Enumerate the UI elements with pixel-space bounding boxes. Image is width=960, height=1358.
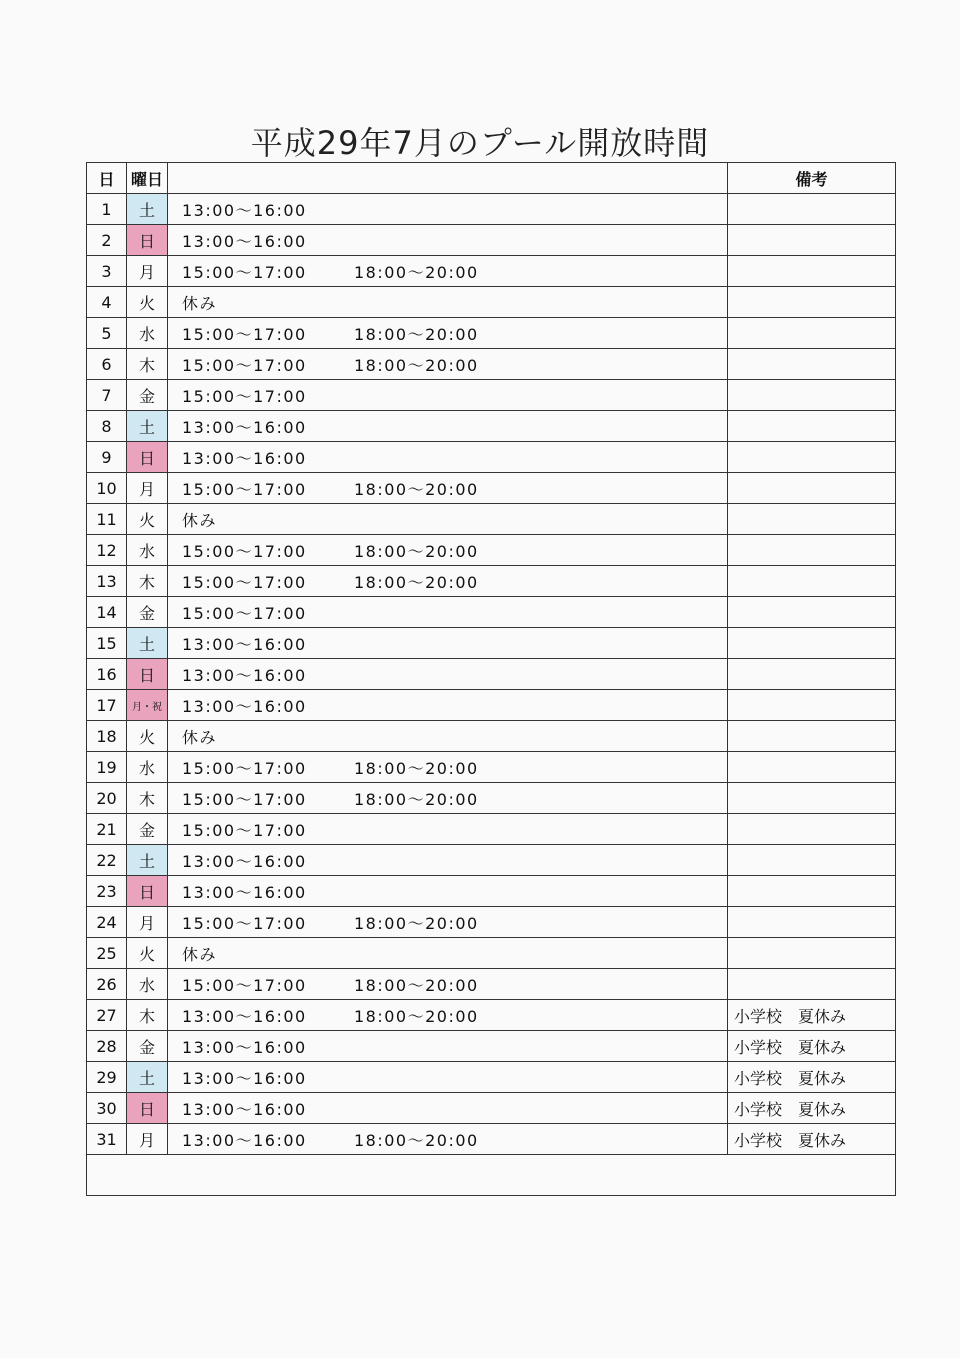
- weekday-cell: 水: [127, 969, 168, 1000]
- times-cell: [168, 721, 728, 752]
- table-row: [87, 566, 896, 597]
- day-cell: 6: [87, 349, 127, 380]
- weekday-cell: 月: [127, 907, 168, 938]
- time-slot-1: 休み: [182, 727, 218, 747]
- table-row: [87, 659, 896, 690]
- times-cell: [168, 473, 728, 504]
- table-row: [87, 628, 896, 659]
- note-cell: [728, 473, 896, 504]
- weekday-cell: 土: [127, 628, 168, 659]
- note-cell: 小学校 夏休み: [728, 1031, 896, 1062]
- table-row: [87, 783, 896, 814]
- table-row: [87, 380, 896, 411]
- times-cell: [168, 194, 728, 225]
- table-row: [87, 752, 896, 783]
- note-cell: [728, 721, 896, 752]
- note-cell: [728, 938, 896, 969]
- times-cell: [168, 535, 728, 566]
- times-cell: [168, 225, 728, 256]
- weekday-cell: 土: [127, 194, 168, 225]
- table-row: [87, 938, 896, 969]
- day-cell: 24: [87, 907, 127, 938]
- table-row: [87, 876, 896, 907]
- time-slot-1: 13:00〜16:00: [182, 1130, 307, 1150]
- table-row: [87, 287, 896, 318]
- day-cell: 11: [87, 504, 127, 535]
- times-cell: [168, 690, 728, 721]
- weekday-cell: 日: [127, 442, 168, 473]
- day-cell: 9: [87, 442, 127, 473]
- times-cell: [168, 628, 728, 659]
- table-row: [87, 473, 896, 504]
- table-row: [87, 814, 896, 845]
- day-cell: 22: [87, 845, 127, 876]
- note-cell: [728, 349, 896, 380]
- time-slot-2: 18:00〜20:00: [354, 541, 479, 561]
- note-cell: [728, 969, 896, 1000]
- table-row: [87, 442, 896, 473]
- time-slot-1: 休み: [182, 293, 218, 313]
- weekday-cell: 火: [127, 504, 168, 535]
- time-slot-1: 13:00〜16:00: [182, 665, 307, 685]
- time-slot-2: 18:00〜20:00: [354, 324, 479, 344]
- time-slot-1: 13:00〜16:00: [182, 200, 307, 220]
- weekday-cell: 火: [127, 287, 168, 318]
- note-cell: 小学校 夏休み: [728, 1000, 896, 1031]
- times-cell: [168, 597, 728, 628]
- times-cell: [168, 845, 728, 876]
- weekday-cell: 金: [127, 1031, 168, 1062]
- time-slot-2: 18:00〜20:00: [354, 479, 479, 499]
- weekday-cell: 月: [127, 473, 168, 504]
- weekday-cell: 火: [127, 721, 168, 752]
- times-cell: [168, 504, 728, 535]
- weekday-cell: 木: [127, 783, 168, 814]
- note-cell: [728, 876, 896, 907]
- day-cell: 12: [87, 535, 127, 566]
- table-row: [87, 1093, 896, 1124]
- blank-footer-cell: [87, 1155, 896, 1196]
- time-slot-1: 13:00〜16:00: [182, 1068, 307, 1088]
- table-header-row: [87, 163, 896, 194]
- note-cell: [728, 690, 896, 721]
- time-slot-1: 13:00〜16:00: [182, 1037, 307, 1057]
- weekday-cell: 土: [127, 411, 168, 442]
- day-cell: 30: [87, 1093, 127, 1124]
- weekday-cell: 日: [127, 876, 168, 907]
- day-cell: 15: [87, 628, 127, 659]
- times-cell: [168, 814, 728, 845]
- day-cell: 20: [87, 783, 127, 814]
- times-cell: [168, 566, 728, 597]
- weekday-cell: 月: [127, 256, 168, 287]
- note-cell: [728, 442, 896, 473]
- weekday-cell: 金: [127, 814, 168, 845]
- note-cell: [728, 256, 896, 287]
- time-slot-1: 休み: [182, 944, 218, 964]
- table-row: [87, 597, 896, 628]
- time-slot-1: 15:00〜17:00: [182, 355, 307, 375]
- time-slot-1: 15:00〜17:00: [182, 975, 307, 995]
- day-cell: 17: [87, 690, 127, 721]
- time-slot-1: 15:00〜17:00: [182, 572, 307, 592]
- time-slot-1: 15:00〜17:00: [182, 913, 307, 933]
- time-slot-2: 18:00〜20:00: [354, 1006, 479, 1026]
- time-slot-2: 18:00〜20:00: [354, 913, 479, 933]
- day-cell: 10: [87, 473, 127, 504]
- time-slot-2: 18:00〜20:00: [354, 758, 479, 778]
- day-cell: 23: [87, 876, 127, 907]
- day-cell: 26: [87, 969, 127, 1000]
- times-cell: [168, 256, 728, 287]
- weekday-cell: 月: [127, 1124, 168, 1155]
- day-cell: 2: [87, 225, 127, 256]
- time-slot-1: 13:00〜16:00: [182, 417, 307, 437]
- time-slot-1: 13:00〜16:00: [182, 634, 307, 654]
- day-cell: 3: [87, 256, 127, 287]
- note-cell: [728, 783, 896, 814]
- table-row: [87, 194, 896, 225]
- weekday-cell: 水: [127, 318, 168, 349]
- note-cell: [728, 411, 896, 442]
- times-cell: [168, 659, 728, 690]
- times-cell: [168, 1124, 728, 1155]
- weekday-cell: 金: [127, 380, 168, 411]
- schedule-rows: [87, 194, 896, 1155]
- time-slot-1: 15:00〜17:00: [182, 758, 307, 778]
- time-slot-2: 18:00〜20:00: [354, 789, 479, 809]
- table-row: [87, 690, 896, 721]
- day-cell: 7: [87, 380, 127, 411]
- times-cell: [168, 783, 728, 814]
- weekday-cell: 木: [127, 1000, 168, 1031]
- note-cell: [728, 194, 896, 225]
- note-cell: 小学校 夏休み: [728, 1093, 896, 1124]
- day-cell: 13: [87, 566, 127, 597]
- day-cell: 28: [87, 1031, 127, 1062]
- note-cell: [728, 597, 896, 628]
- day-cell: 16: [87, 659, 127, 690]
- note-cell: [728, 380, 896, 411]
- note-cell: [728, 814, 896, 845]
- day-cell: 1: [87, 194, 127, 225]
- note-cell: [728, 225, 896, 256]
- schedule-table: [86, 162, 896, 1196]
- times-cell: [168, 349, 728, 380]
- time-slot-1: 15:00〜17:00: [182, 386, 307, 406]
- table-row: [87, 504, 896, 535]
- header-times: [168, 163, 728, 194]
- note-cell: [728, 752, 896, 783]
- time-slot-2: 18:00〜20:00: [354, 355, 479, 375]
- time-slot-1: 13:00〜16:00: [182, 1099, 307, 1119]
- time-slot-1: 15:00〜17:00: [182, 603, 307, 623]
- time-slot-2: 18:00〜20:00: [354, 975, 479, 995]
- time-slot-1: 15:00〜17:00: [182, 262, 307, 282]
- weekday-cell: 日: [127, 225, 168, 256]
- note-cell: [728, 535, 896, 566]
- table-row: [87, 411, 896, 442]
- times-cell: [168, 907, 728, 938]
- table-row: [87, 225, 896, 256]
- day-cell: 31: [87, 1124, 127, 1155]
- day-cell: 18: [87, 721, 127, 752]
- note-cell: [728, 318, 896, 349]
- day-cell: 21: [87, 814, 127, 845]
- header-weekday: 曜日: [127, 163, 168, 194]
- times-cell: [168, 287, 728, 318]
- time-slot-1: 13:00〜16:00: [182, 851, 307, 871]
- times-cell: [168, 1093, 728, 1124]
- weekday-cell: 土: [127, 845, 168, 876]
- day-cell: 14: [87, 597, 127, 628]
- table-row: [87, 1031, 896, 1062]
- table-row: [87, 318, 896, 349]
- times-cell: [168, 969, 728, 1000]
- day-cell: 27: [87, 1000, 127, 1031]
- page-title: 平成29年7月のプール開放時間: [250, 124, 710, 162]
- day-cell: 8: [87, 411, 127, 442]
- table-row: [87, 1062, 896, 1093]
- weekday-cell: 水: [127, 535, 168, 566]
- time-slot-1: 休み: [182, 510, 218, 530]
- times-cell: [168, 318, 728, 349]
- time-slot-1: 15:00〜17:00: [182, 324, 307, 344]
- table-row: [87, 256, 896, 287]
- day-cell: 25: [87, 938, 127, 969]
- time-slot-1: 13:00〜16:00: [182, 882, 307, 902]
- table-row: [87, 349, 896, 380]
- weekday-cell: 金: [127, 597, 168, 628]
- header-note: 備考: [728, 163, 896, 194]
- time-slot-1: 15:00〜17:00: [182, 541, 307, 561]
- note-cell: 小学校 夏休み: [728, 1124, 896, 1155]
- weekday-cell: 月・祝: [127, 690, 168, 721]
- note-cell: [728, 504, 896, 535]
- time-slot-1: 15:00〜17:00: [182, 789, 307, 809]
- note-cell: [728, 659, 896, 690]
- time-slot-1: 13:00〜16:00: [182, 448, 307, 468]
- day-cell: 19: [87, 752, 127, 783]
- day-cell: 4: [87, 287, 127, 318]
- weekday-cell: 日: [127, 1093, 168, 1124]
- weekday-cell: 土: [127, 1062, 168, 1093]
- time-slot-1: 13:00〜16:00: [182, 1006, 307, 1026]
- table-row: [87, 969, 896, 1000]
- note-cell: [728, 287, 896, 318]
- times-cell: [168, 442, 728, 473]
- day-cell: 29: [87, 1062, 127, 1093]
- table-row: [87, 907, 896, 938]
- times-cell: [168, 938, 728, 969]
- note-cell: [728, 628, 896, 659]
- time-slot-2: 18:00〜20:00: [354, 262, 479, 282]
- table-row: [87, 1000, 896, 1031]
- table-row: [87, 845, 896, 876]
- times-cell: [168, 752, 728, 783]
- time-slot-1: 13:00〜16:00: [182, 231, 307, 251]
- times-cell: [168, 876, 728, 907]
- weekday-cell: 木: [127, 349, 168, 380]
- times-cell: [168, 1000, 728, 1031]
- note-cell: [728, 845, 896, 876]
- time-slot-1: 13:00〜16:00: [182, 696, 307, 716]
- day-cell: 5: [87, 318, 127, 349]
- header-day: 日: [87, 163, 127, 194]
- weekday-cell: 木: [127, 566, 168, 597]
- table-row: [87, 1124, 896, 1155]
- table-row: [87, 721, 896, 752]
- weekday-cell: 日: [127, 659, 168, 690]
- times-cell: [168, 380, 728, 411]
- weekday-cell: 水: [127, 752, 168, 783]
- times-cell: [168, 411, 728, 442]
- weekday-cell: 火: [127, 938, 168, 969]
- note-cell: 小学校 夏休み: [728, 1062, 896, 1093]
- times-cell: [168, 1062, 728, 1093]
- blank-footer-row: [87, 1155, 896, 1196]
- note-cell: [728, 566, 896, 597]
- time-slot-1: 15:00〜17:00: [182, 820, 307, 840]
- table-row: [87, 535, 896, 566]
- time-slot-2: 18:00〜20:00: [354, 572, 479, 592]
- note-cell: [728, 907, 896, 938]
- times-cell: [168, 1031, 728, 1062]
- time-slot-2: 18:00〜20:00: [354, 1130, 479, 1150]
- time-slot-1: 15:00〜17:00: [182, 479, 307, 499]
